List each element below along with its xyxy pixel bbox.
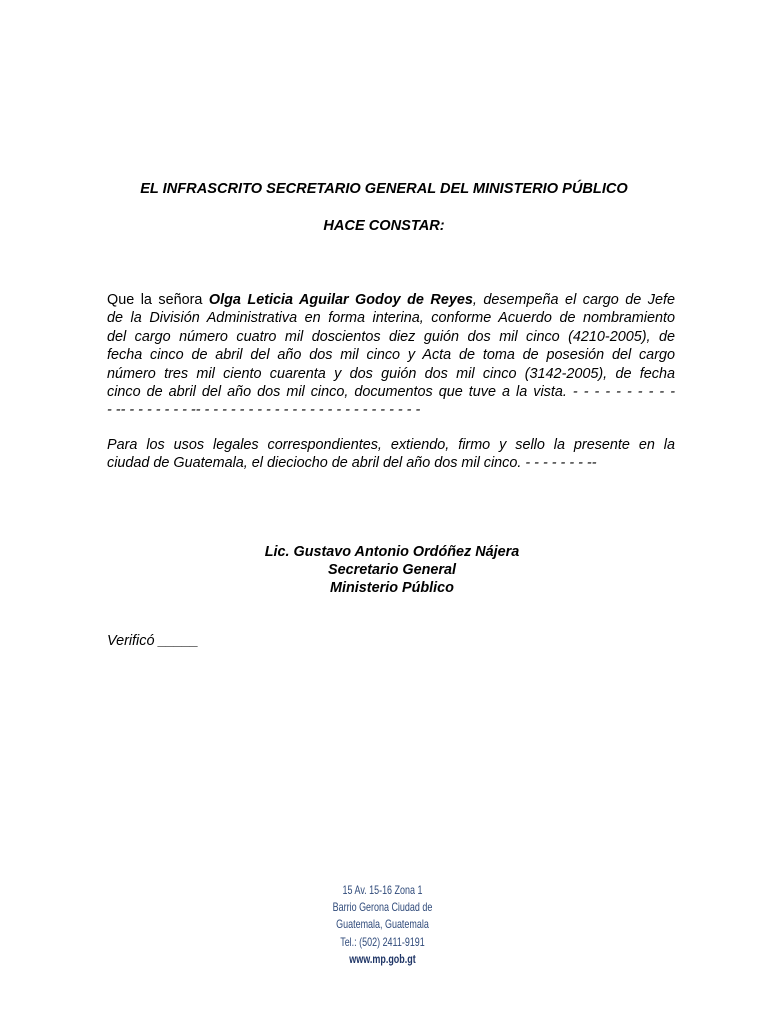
paragraph-line-text: , desempeña el cargo de Jefe xyxy=(472,292,675,308)
footer-phone: Tel.: (502) 2411-9191 xyxy=(340,934,425,949)
paragraph-line: del cargo número cuatro mil doscientos diez guión dos mil cinco (4210-2005), de xyxy=(107,328,675,345)
paragraph-line xyxy=(107,291,675,309)
verified-by: Verificó _____ xyxy=(107,633,199,649)
paragraph-line: - -- - - - - - - - -- - - - - - - - - - - - - - - - - - - - - - - - - - xyxy=(107,402,421,419)
paragraph-line: número tres mil ciento cuarenta y dos guión dos mil cinco (3142-2005), de fecha xyxy=(107,365,675,382)
paragraph-line: ciudad de Guatemala, el dieciocho de abril del año dos mil cinco. - - - - - - - -- xyxy=(107,455,597,472)
signature-block xyxy=(0,543,768,598)
document-title: EL INFRASCRITO SECRETARIO GENERAL DEL MINISTERIO PÚBLICO xyxy=(140,181,628,197)
certification-paragraph xyxy=(107,291,675,420)
document-subtitle: HACE CONSTAR: xyxy=(323,218,445,234)
paragraph-line: de la División Administrativa en forma interina, conforme Acuerdo de nombramiento xyxy=(107,310,675,327)
footer-address-line: 15 Av. 15-16 Zona 1 xyxy=(342,883,423,897)
paragraph-line: fecha cinco de abril del año dos mil cinco y Acta de toma de posesión del cargo xyxy=(107,347,675,364)
footer-website: www.mp.gob.gt xyxy=(349,951,416,966)
footer-address-line: Barrio Gerona Ciudad de xyxy=(332,900,433,915)
certified-person-name: Olga Leticia Aguilar Godoy de Reyes xyxy=(208,292,473,308)
signatory-institution: Ministerio Público xyxy=(330,580,454,597)
paragraph-intro: Que la señora xyxy=(107,292,209,308)
footer-address-block xyxy=(320,882,445,968)
signatory-name: Lic. Gustavo Antonio Ordóñez Nájera xyxy=(264,544,520,560)
paragraph-line: Para los usos legales correspondientes, extiendo, firmo y sello la presente en la xyxy=(107,437,675,453)
paragraph-line: cinco de abril del año dos mil cinco, documentos que tuve a la vista. - - - - - - - - - - xyxy=(107,384,675,401)
signatory-position: Secretario General xyxy=(328,562,456,579)
footer-address-line: Guatemala, Guatemala xyxy=(336,917,429,932)
closing-paragraph xyxy=(107,436,675,473)
